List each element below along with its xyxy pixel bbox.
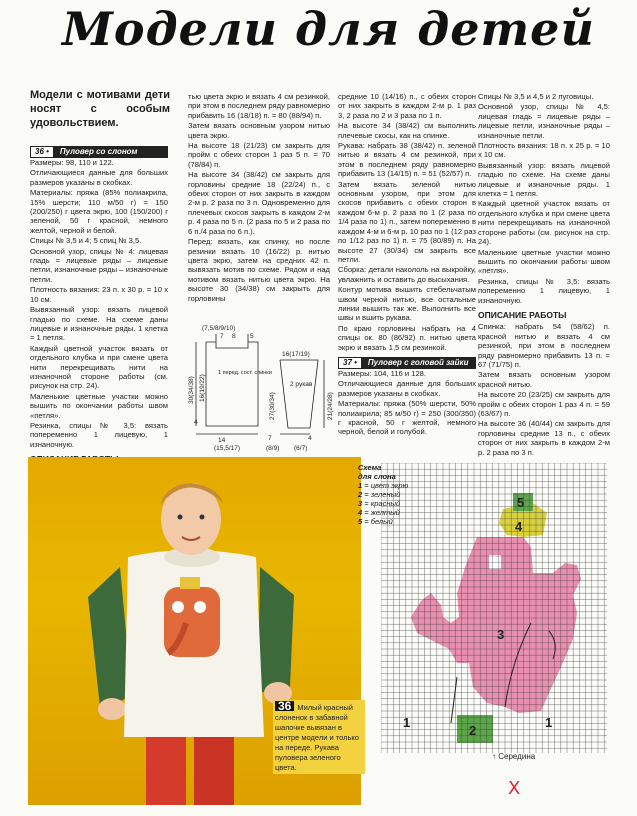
sleeve-height: 27(30/34): [269, 392, 276, 420]
paragraph: Размеры: 104, 116 и 128.: [338, 368, 427, 378]
schema-bottom-sizes: (15,5/17): [214, 445, 241, 452]
sleeve-height: 21(24/28): [327, 392, 334, 420]
paragraph: Резинка, спицы № 3,5: вязать попеременно 1 лицевую, 1 изнаночную.: [478, 276, 610, 305]
legend-item: 4 = желтый: [358, 508, 400, 517]
center-label: Середина: [498, 752, 536, 761]
schema-bottom-label: 14: [218, 437, 226, 444]
legend-item: 1 = цвет экрю: [358, 481, 409, 490]
paragraph: На высоте 20 (23/25) см закрыть для пройм с обеих сторон 1 раз 4 п. = 59 (63/67) п.: [478, 390, 610, 418]
paragraph: Отличающиеся данные для больших размеров указаны в скобках.: [338, 379, 476, 398]
legend-subtitle: для слона: [358, 472, 396, 481]
body-outline: [206, 342, 258, 426]
paragraph: средние 10 (14/16) п., с обеих сторон от них закрыть в каждом 2-м р. 1 раз 3, 2 раза по 2 и 3 раза по 1 п.: [338, 92, 476, 120]
sleeve-bottom-sizes: (8/9): [266, 445, 280, 452]
paragraph: Размеры: 98, 110 и 122.: [30, 158, 114, 167]
column-3: [338, 92, 476, 438]
model-36-header: [30, 146, 168, 158]
paragraph: Каждый цветной участок вязать от отдельного клубка и при смене цвета нити перекрещивать на изнаночной стороне работы (см. рисунок на стр. 24).: [478, 199, 611, 247]
pattern-schematic: [188, 324, 336, 452]
schema-num: 8: [232, 333, 236, 340]
legend-title: Схема: [358, 463, 382, 472]
chart-label-3: 3: [497, 627, 505, 642]
photo-caption: [273, 700, 365, 774]
paragraph: Основной узор, спицы № 4,5: лицевая гладь = лицевые ряды – лицевые петли, изнаночные ряды – изнаночные петли.: [478, 102, 610, 140]
caption-text: Милый красный слоненок в забавной шапочке вывязан в центре модели и только на переде. Рукава пуловера зеленого цвета.: [275, 703, 359, 772]
paragraph: На высоте 18 (21/23) см закрыть для пройм с обеих сторон 1 раз 5 п. = 70 (78/84) п.: [188, 141, 330, 169]
schema-height: 16(19/22): [199, 374, 206, 402]
schema-height: 30(34/38): [188, 376, 195, 404]
paragraph: На высоте 34 (38/42) см закрыть для горловины средние 18 (22/24) п., с обеих сторон от них закрыть в каждом 2-м р. 2 раза по 3 п. Одновременно для плечевых скосов закрыть в каждом 2-м р. 4 раза по 5 п. (2 раза по 5 и 2 раза по 6 п./4 раза по 6 п.).: [188, 170, 330, 236]
caption-number: 36: [275, 701, 294, 711]
model-36-number: 36 •: [30, 146, 54, 158]
paragraph: Плотность вязания: 23 п. x 30 р. = 10 x 10 см.: [30, 285, 168, 304]
chart-label-5: 5: [517, 495, 525, 510]
sleeve-top-label: 16(17/19): [282, 351, 310, 358]
paragraph: По краю горловины набрать на 4 спицы ок. 80 (86/92) п. нитью цвета экрю и вязать 1,5 см резинкой.: [338, 323, 476, 352]
paragraph: Маленькие цветные участки можно вышить по окончании работы швом «петля».: [478, 247, 610, 276]
paragraph: Вывязанный узор: вязать лицевой гладью по схеме. На схеме даны лицевые и изнаночные ряды. 1 клетка = 1 петля.: [478, 160, 610, 199]
center-marker: ↑ Середина: [492, 752, 536, 761]
column-1: [30, 146, 168, 477]
paragraph: Контур мотива вышить стебельчатым швом черной нитью, все остальные линии вышить так же. Выполнить все швы и вшить рукава.: [338, 285, 476, 323]
legend-item: 2 = зеленый: [358, 490, 401, 499]
paragraph: Перед: вязать, как спинку, но после резинки вязать 10 (16/22) р. нитью цвета экрю, затем на средних 42 п. вывязать мотив по схеме. Рядом и над мотивом вязать нитью цвета экрю. На высоте 30 (34/38) см закрыть для горловины: [188, 237, 330, 303]
paragraph: Рукава: набрать 38 (38/42) п. зеленой нитью и вязать 4 см резинкой, при этом в последнем ряду равномерно прибавить 13 (14/15) п. = 51 (52/57) п.: [338, 141, 476, 179]
paragraph: На высоте 36 (40/44) см закрыть для горловины средние 13 п., с обеих сторон от них закрыть в каждом 2-м р. 2 раза по 3 п.: [478, 419, 610, 457]
schema-num: 5: [250, 333, 254, 340]
model-37-number: 37 •: [338, 357, 362, 369]
sleeve-label: 2 рукав: [290, 381, 313, 388]
model-37-name: Пуловер с головой зайки: [367, 358, 469, 368]
knitting-chart: [381, 463, 607, 753]
paragraph: Основной узор, спицы № 4: лицевая гладь = лицевые ряды – лицевые петли, изнаночные ряды – изнаночные петли.: [30, 246, 168, 284]
paragraph: тью цвета экрю и вязать 4 см резинкой, при этом в последнем ряду равномерно прибавить 16 (18/18) п. = 80 (88/94) п.: [188, 92, 330, 120]
paragraph: Затем вязать зеленой нитью основным узором, при этом для скосов прибавить с обеих сторон в каждом 6-м р. 2 раза по 1 (2 раза по 1/4 раза по 1) п., затем попеременно в каждом 4-м и 6-м р. 10 раз по 1 (12 раз по 1/12 раз по 1) п. = 75 (80/89) п. На высоте 27 (30/34) см закрыть все петли.: [338, 179, 476, 264]
schema-num: 7: [220, 333, 224, 340]
paragraph: Маленькие цветные участки можно вышить по окончании работы швом «петля».: [30, 391, 168, 420]
schema-num: 4: [308, 435, 312, 442]
legend-item: 5 = белый: [358, 517, 393, 526]
sleeve-bottom: 7: [268, 435, 272, 442]
paragraph: Каждый цветной участок вязать от отдельного клубка и при смене цвета нити перекрещивать нити на изнаночной стороне работы (см. рисунок на стр. 24).: [30, 343, 168, 391]
paragraph: Отличающиеся данные для больших размеров указаны в скобках.: [30, 168, 168, 187]
schema-num: 4: [194, 419, 198, 426]
intro-text: Модели с мотивами дети носят с особым удовольствием.: [30, 89, 170, 129]
paragraph: Спинка: набрать 54 (58/62) п. красной нитью и вязать 4 см резинкой, при этом в последнем ряду равномерно прибавить 13 п. = 67 (71/75) п.: [478, 322, 610, 369]
legend-item: 3 = красный: [358, 499, 401, 508]
chart-label-1b: 1: [545, 715, 553, 730]
eye-fill: [489, 555, 501, 569]
paragraph: Сборка: детали накололь на выкройку, увлажнить и оставить до высыхания.: [338, 265, 476, 284]
chart-label-4: 4: [515, 519, 523, 534]
schema-top-label: (7,5/8/9/10): [202, 325, 236, 332]
column-4: [478, 92, 610, 458]
paragraph: Спицы № 3,5 и 4; 5 спиц № 3,5.: [30, 236, 142, 246]
model-36-name: Пуловер со слоном: [59, 147, 138, 157]
sleeve-outline: [280, 360, 318, 428]
paragraph: Резинка, спицы № 3,5: вязать попеременно 1 лицевую, 1 изнаночную.: [30, 420, 168, 449]
section-heading: ОПИСАНИЕ РАБОТЫ: [478, 309, 567, 320]
model-37-header: [338, 357, 476, 369]
paragraph: На высоте 34 (38/42) см выполнить плечевые скосы, как на спинке.: [338, 121, 476, 140]
paragraph: Материалы: пряжа (85% полиакрила, 15% шерсти; 110 м/50 г) = 150 (200/250) г цвета экрю, 100 (150/200) г зеленой, 50 г красной, немного желтой, черной и белой.: [30, 188, 168, 235]
trunk-line: [451, 677, 457, 723]
paragraph: Затем вязать основным узором нитью цвета экрю.: [188, 121, 330, 140]
corner-mark: Х: [508, 778, 521, 799]
paragraph: Материалы: пряжа (50% шерсти, 50% полиакрила; 85 м/50 г) = 250 (300/350) г красной, 50 г желтой, немного черной, белой и голубой.: [338, 399, 476, 437]
paragraph: Вывязанный узор: вязать лицевой гладью по схеме. На схеме даны лицевые и изнаночные ряды. 1 клетка = 1 петля.: [30, 305, 168, 343]
paragraph: Затем вязать основным узором красной нитью.: [478, 370, 610, 389]
chart-label-1: 1: [403, 715, 411, 730]
chart-label-2: 2: [469, 723, 477, 738]
paragraph: Спицы № 3,5 и 4,5 и 2 пуговицы.: [478, 92, 594, 101]
sleeve-bottom-sizes-2: (6/7): [294, 445, 308, 452]
paragraph: Плотность вязания: 18 п. x 25 р. = 10 x 10 см.: [478, 141, 610, 160]
page-title: Модели для детей: [62, 2, 595, 56]
schema-center-label: 1 перед. сост. спинки: [218, 370, 272, 376]
column-2: [188, 92, 330, 304]
